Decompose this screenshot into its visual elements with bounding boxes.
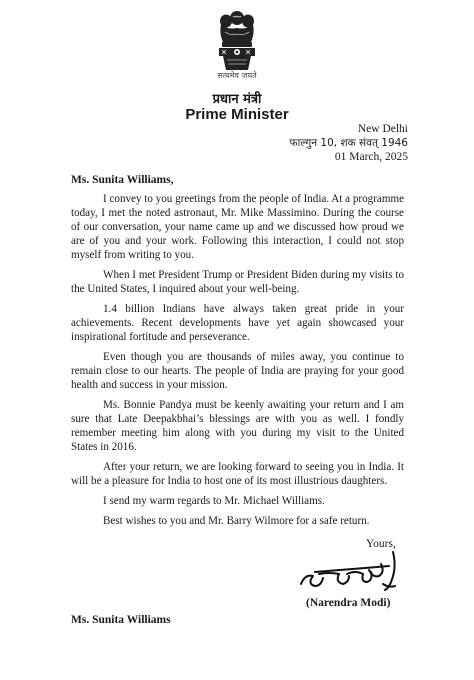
salutation: Ms. Sunita Williams, [71, 174, 174, 186]
addressee: Ms. Sunita Williams [71, 614, 171, 626]
office-title-hindi: प्रधान मंत्री [212, 92, 262, 107]
dateline [290, 122, 408, 164]
saka-date: फाल्गुन 10, शक संवत् 1946 [289, 137, 408, 149]
letter-body [71, 192, 404, 534]
paragraph: 1.4 billion Indians have always taken great pride in your achievements. Recent developments have yet again showcased your inspirational fortitude and perseverance. [71, 303, 404, 343]
paragraph: I send my warm regards to Mr. Michael Williams. [103, 495, 325, 507]
paragraph: I convey to you greetings from the people of India. At a programme today, I met the noted astronaut, Mr. Mike Massimino. During the course of our conversation, your name came up and we discussed how proud we are of you and your work. Following this interaction, I could not stop myself from writing to you. [71, 193, 404, 261]
motto: सत्यमेव जयते [217, 71, 257, 80]
city: New Delhi [357, 123, 408, 135]
paragraph: After your return, we are looking forward to seeing you in India. It will be a pleasure for India to host one of its most illustrious daughters. [71, 461, 404, 487]
office-title-english: Prime Minister [185, 106, 289, 123]
national-emblem-icon [213, 8, 261, 72]
paragraph: When I met President Trump or President Biden during my visits to the United States, I inquired about your well-being. [71, 269, 404, 295]
paragraph: Best wishes to you and Mr. Barry Wilmore for a safe return. [103, 515, 370, 527]
paragraph: Ms. Bonnie Pandya must be keenly awaiting your return and I am sure that Late Deepakbhai’s blessings are with you as well. I fondly remember meeting him along with you during my visit to the United States in 2016. [71, 399, 404, 453]
closing: Yours, [366, 538, 396, 550]
paragraph: Even though you are thousands of miles away, you continue to remain close to our hearts. The people of India are praying for your good health and success in your mission. [71, 351, 404, 391]
signatory-name: (Narendra Modi) [306, 597, 391, 609]
signature-icon [297, 548, 407, 600]
date: 01 March, 2025 [334, 151, 408, 163]
